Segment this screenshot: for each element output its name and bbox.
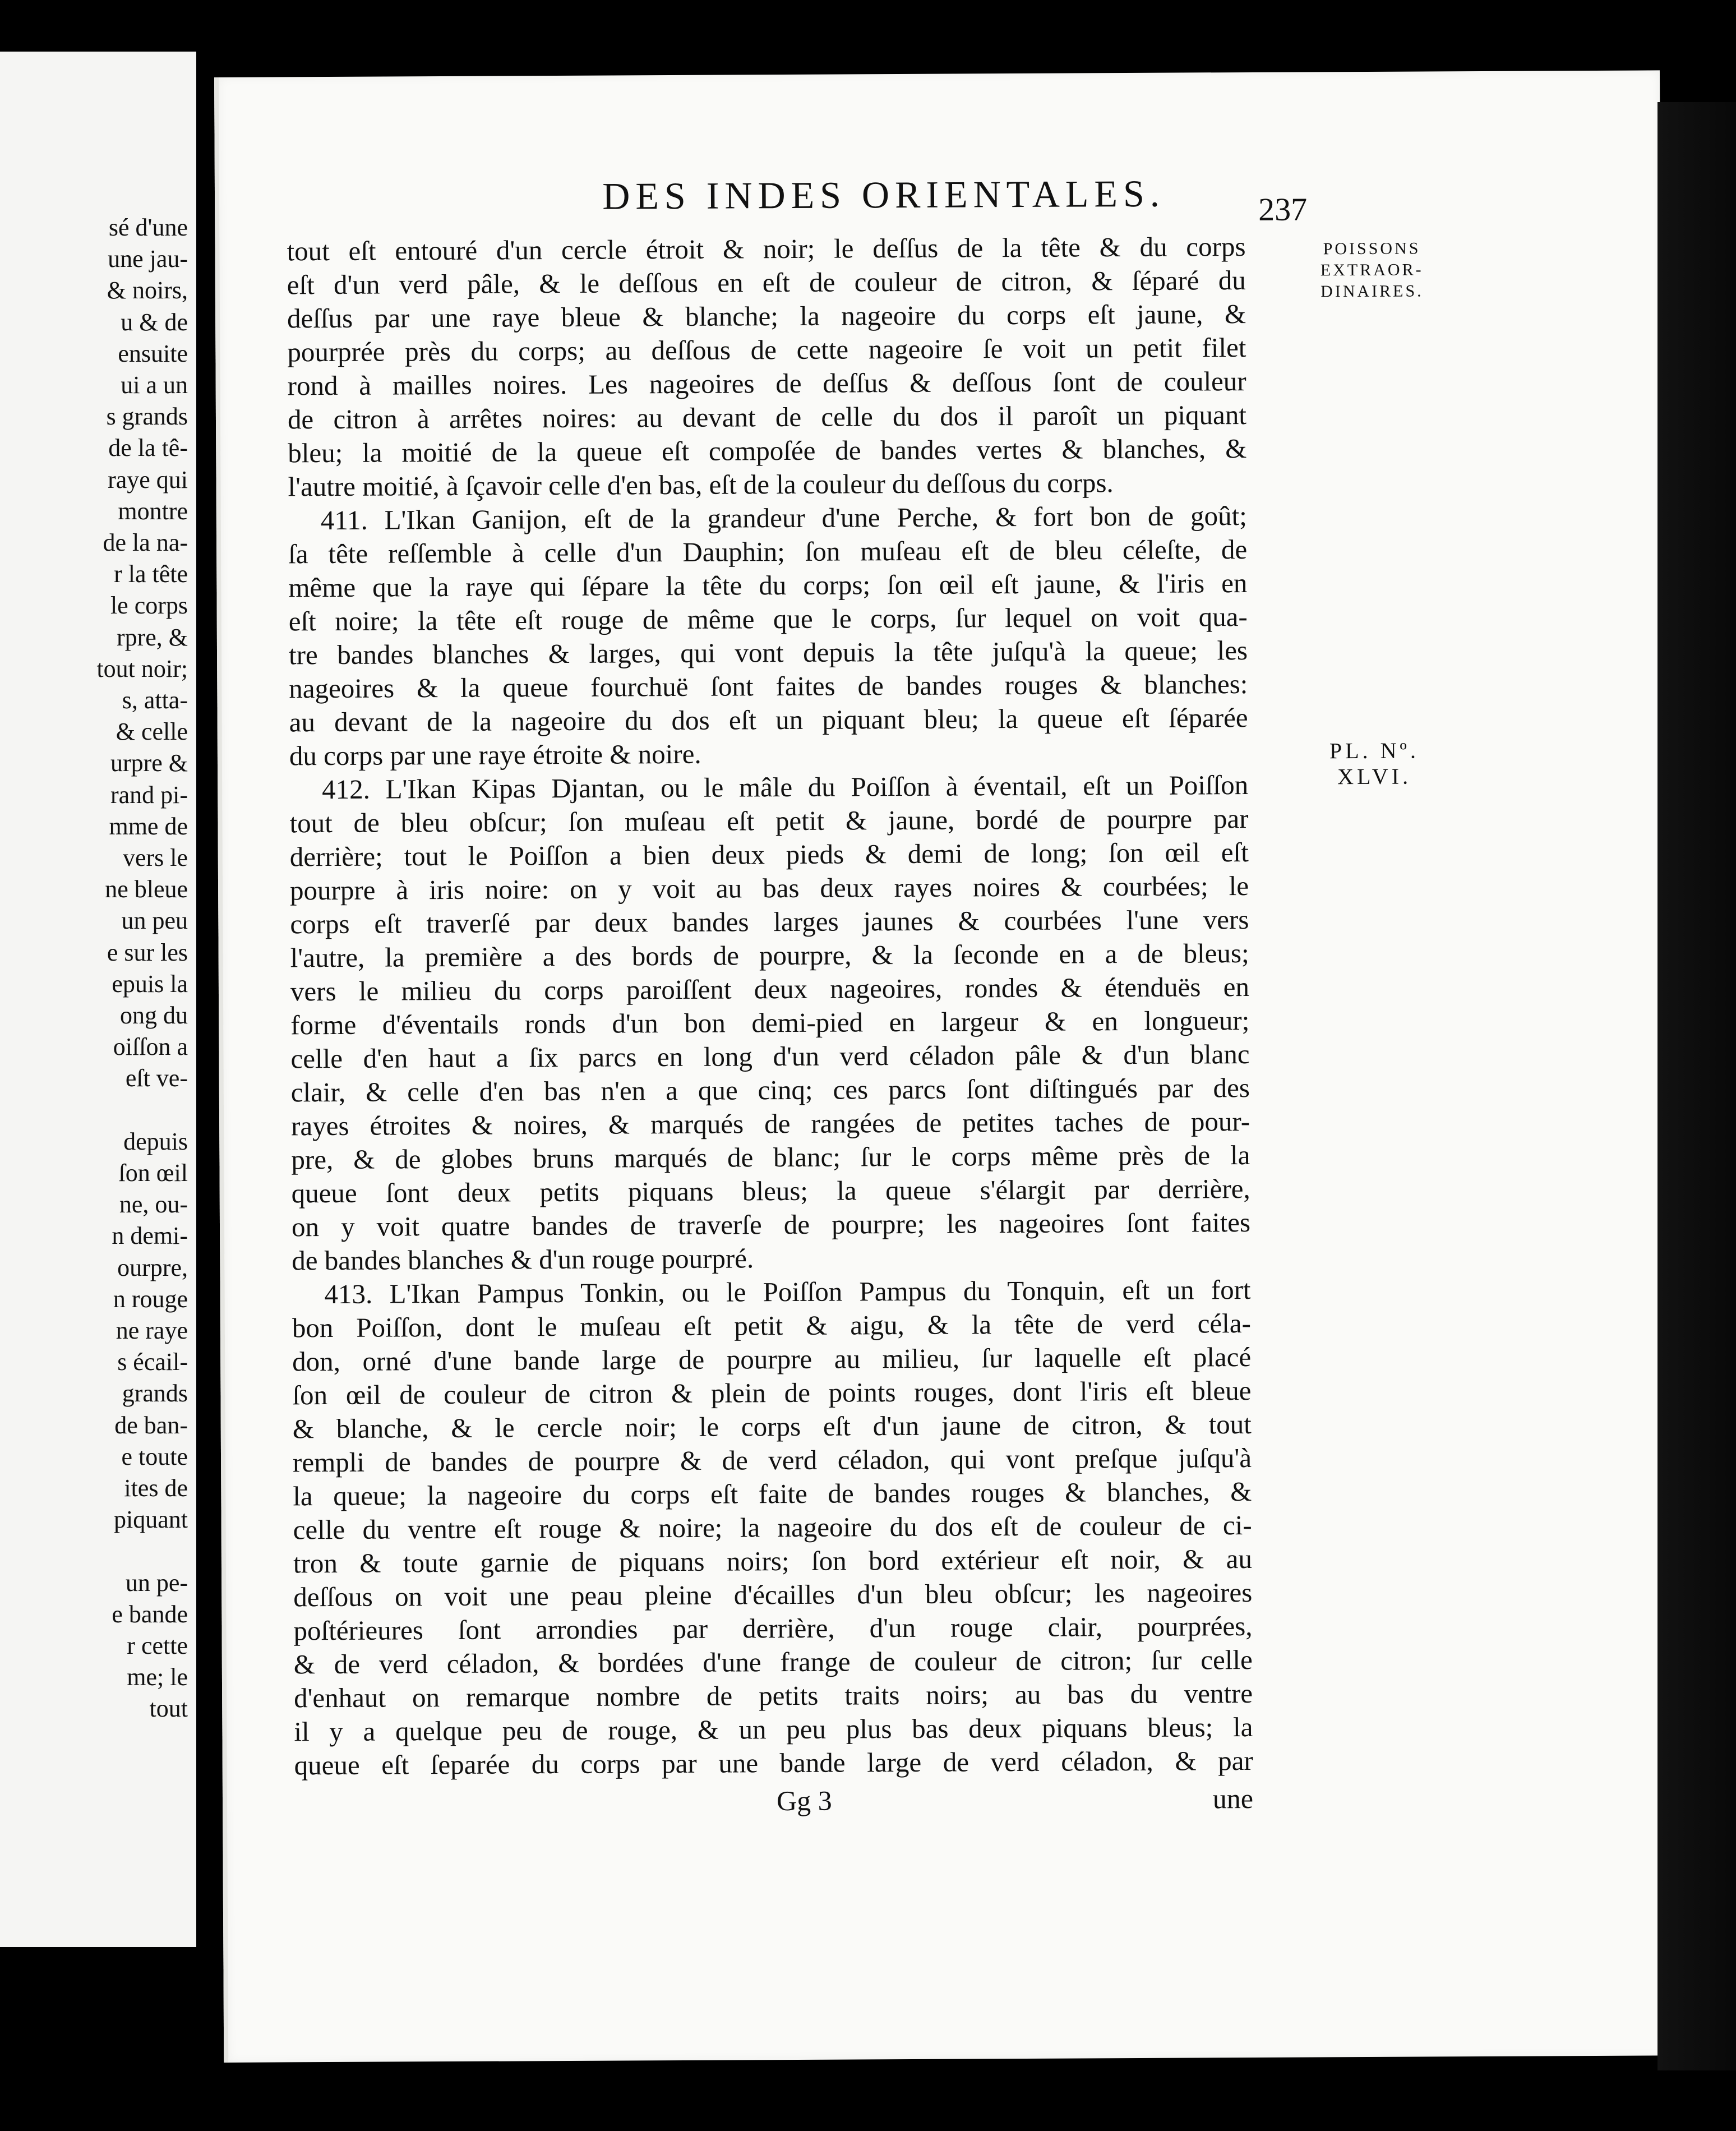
- body-text-line: celle du ventre eſt rouge & noire; la nageoire du dos eſt de couleur de ci-: [293, 1509, 1252, 1546]
- left-page-text-line: ne, ou-: [119, 1191, 188, 1219]
- main-text-block: [287, 230, 1253, 1821]
- left-page-text-line: n rouge: [113, 1285, 188, 1313]
- body-text-line: 412. L'Ikan Kipas Djantan, ou le mâle du Poiſſon à éventail, eſt un Poiſſon: [322, 769, 1249, 805]
- left-page-text-line: me; le: [127, 1663, 188, 1691]
- left-page-text-line: piquant: [114, 1506, 188, 1534]
- catchword: une: [1212, 1782, 1254, 1815]
- body-text-line: poſtérieures ſont arrondies par derrière, d'un rouge clair, pourprées,: [293, 1610, 1253, 1646]
- body-text-line: pourpre à iris noire: on y voit au bas deux rayes noires & courbées; le: [289, 870, 1249, 906]
- body-text-line: corps eſt traverſé par deux bandes larges jaunes & courbées l'une vers: [290, 904, 1249, 940]
- body-text-line: bleu; la moitié de la queue eſt compoſée de bandes vertes & blanches, &: [288, 433, 1247, 469]
- left-page-text-line: sé d'une: [108, 214, 188, 241]
- left-page-text-line: le corps: [110, 592, 188, 620]
- left-page-text-line: rpre, &: [116, 623, 188, 651]
- left-page-text-line: e toute: [121, 1442, 188, 1470]
- body-text-line: rayes étroites & noires, & marqués de rangées de petites taches de pour-: [291, 1105, 1250, 1142]
- left-page-text-line: s écail-: [117, 1348, 188, 1376]
- page-edge: [1657, 102, 1736, 2070]
- body-text-line: clair, & celle d'en bas n'en a que cinq; ces parcs ſont diſtingués par des: [290, 1072, 1250, 1108]
- left-page-text-line: s, atta-: [122, 686, 188, 714]
- body-text-line: tron & toute garnie de piquans noirs; ſon bord extérieur eſt noir, & au: [293, 1543, 1253, 1579]
- left-page-text-line: de la tê-: [108, 434, 188, 462]
- right-page: [214, 70, 1669, 2063]
- left-page-text-line: mme de: [109, 812, 188, 840]
- left-page-text-line: une jau-: [108, 245, 188, 273]
- margin-note-line-3: DINAIRES.: [1321, 282, 1424, 301]
- body-text-line: deſſus par une raye bleue & blanche; la nageoire du corps eſt jaune, &: [287, 298, 1246, 334]
- body-text-line: forme d'éventails ronds d'un bon demi-pied en largeur & en longueur;: [290, 1004, 1250, 1041]
- left-page-text-line: e sur les: [107, 938, 188, 966]
- left-page-text-line: & celle: [116, 718, 188, 746]
- body-text-line: au devant de la nageoire du dos eſt un piquant bleu; la queue eſt ſéparée: [289, 702, 1248, 738]
- left-page-text-line: depuis: [123, 1127, 188, 1155]
- body-text-line: ſa tête reſſemble à celle d'un Dauphin; ſon muſeau eſt de bleu céleſte, de: [288, 534, 1248, 570]
- left-page-text-line: ensuite: [118, 339, 188, 367]
- left-page-text-line: r la tête: [114, 560, 188, 588]
- left-page: [0, 52, 207, 1947]
- page-header: DES INDES ORIENTALES.: [602, 172, 1165, 218]
- gutter-shadow: [196, 0, 209, 2131]
- body-text-line: bon Poiſſon, dont le muſeau eſt petit & aigu, & la tête de verd céla-: [292, 1307, 1252, 1344]
- body-text-line: pourprée près du corps; au deſſous de cette nageoire ſe voit un petit filet: [287, 332, 1246, 368]
- page-footer: [294, 1781, 1253, 1821]
- plate-reference-line-2: XLVI.: [1337, 763, 1412, 790]
- body-text-line: rempli de bandes de pourpre & de verd céladon, qui vont preſque juſqu'à: [292, 1442, 1252, 1478]
- body-text-line: eſt d'un verd pâle, & le deſſous en eſt de couleur de citron, & ſéparé du: [287, 265, 1246, 301]
- body-text-line: du corps par une raye étroite & noire.: [289, 738, 701, 772]
- body-text-line: tout de bleu obſcur; ſon muſeau eſt petit & jaune, bordé de pourpre par: [289, 803, 1249, 839]
- body-text-line: don, orné d'une bande large de pourpre au milieu, ſur laquelle eſt placé: [292, 1341, 1252, 1377]
- left-page-text-line: grands: [122, 1380, 188, 1408]
- body-text-line: on y voit quatre bandes de traverſe de pourpre; les nageoires ſont faites: [291, 1206, 1251, 1243]
- body-text-line: derrière; tout le Poiſſon a bien deux pieds & demi de long; ſon œil eſt: [289, 837, 1249, 873]
- body-text-line: même que la raye qui ſépare la tête du corps; ſon œil eſt jaune, & l'iris en: [288, 568, 1248, 603]
- body-text-line: 411. L'Ikan Ganijon, eſt de la grandeur d'une Perche, & fort bon de goût;: [320, 500, 1247, 536]
- body-text-line: l'autre moitié, à ſçavoir celle d'en bas, eſt de la couleur du deſſous du corps.: [288, 467, 1114, 502]
- body-text-line: queue ſont deux petits piquans bleus; la queue s'élargit par derrière,: [291, 1173, 1250, 1209]
- plate-reference-line-1: PL. Nº.: [1329, 737, 1419, 764]
- left-page-text-line: e bande: [112, 1600, 188, 1628]
- left-page-text-line: un pe-: [125, 1569, 188, 1597]
- left-page-text-line: de la na-: [103, 529, 188, 556]
- body-text-line: l'autre, la première a des bords de pourpre, & la ſeconde en a de bleus;: [290, 937, 1249, 974]
- body-text-line: tout eſt entouré d'un cercle étroit & noir; le deſſus de la tête & du corps: [287, 231, 1246, 267]
- left-page-text-line: de ban-: [114, 1411, 188, 1439]
- body-text-line: de bandes blanches & d'un rouge pourpré.: [292, 1243, 754, 1276]
- left-page-text-line: raye qui: [108, 465, 188, 493]
- left-page-text-line: r cette: [127, 1632, 188, 1659]
- body-text-line: nageoires & la queue fourchuë ſont faites de bandes rouges & blanches:: [289, 668, 1248, 704]
- margin-note-line-1: POISSONS: [1323, 239, 1421, 259]
- left-page-text-line: u & de: [121, 308, 188, 336]
- page-number: 237: [1258, 191, 1308, 228]
- left-page-text-line: n demi-: [112, 1222, 188, 1250]
- left-page-text-line: un peu: [121, 907, 188, 935]
- body-text-line: tre bandes blanches & larges, qui vont depuis la tête juſqu'à la queue; les: [288, 635, 1248, 671]
- left-page-text-line: s grands: [106, 403, 188, 431]
- left-page-text-line: ui a un: [121, 371, 188, 399]
- body-text-line: la queue; la nageoire du corps eſt faite de bandes rouges & blanches, &: [293, 1475, 1252, 1512]
- body-text-line: & de verd céladon, & bordées d'une frange de couleur de citron; ſur celle: [293, 1644, 1253, 1680]
- body-text-line: deſſous on voit une peau pleine d'écailles d'un bleu obſcur; les nageoires: [293, 1576, 1253, 1613]
- body-text-line: de citron à arrêtes noires: au devant de celle du dos il paroît un piquant: [287, 399, 1247, 435]
- body-text-line: 413. L'Ikan Pampus Tonkin, ou le Poiſſon Pampus du Tonquin, eſt un fort: [324, 1274, 1251, 1310]
- body-text-line: & blanche, & le cercle noir; le corps eſt d'un jaune de citron, & tout: [292, 1408, 1252, 1445]
- left-page-text-line: oiſſon a: [113, 1033, 188, 1061]
- left-page-text-line: ne bleue: [105, 875, 188, 903]
- body-text-line: ſon œil de couleur de citron & plein de points rouges, dont l'iris eſt bleue: [292, 1374, 1252, 1411]
- left-page-text-line: epuis la: [112, 970, 188, 998]
- body-text-line: pre, & de globes bruns marqués de blanc; ſur le corps même près de la: [291, 1139, 1250, 1175]
- left-page-text-line: ites de: [124, 1474, 188, 1502]
- left-page-text-line: montre: [118, 497, 188, 525]
- body-text-line: d'enhaut on remarque nombre de petits traits noirs; au bas du ventre: [293, 1677, 1253, 1714]
- body-text-line: queue eſt ſeparée du corps par une bande large de verd céladon, & par: [294, 1745, 1253, 1781]
- left-page-text-line: urpre &: [110, 749, 188, 777]
- left-page-text-line: ſon œil: [118, 1159, 188, 1187]
- left-page-text-line: eſt ve-: [125, 1064, 188, 1092]
- signature-mark: Gg 3: [776, 1784, 832, 1817]
- body-text-line: vers le milieu du corps paroiſſent deux nageoires, rondes & étenduës en: [290, 971, 1250, 1007]
- left-page-text-line: ong du: [120, 1002, 188, 1029]
- margin-note-line-2: EXTRAOR-: [1320, 260, 1424, 280]
- body-text-line: celle d'en haut a ſix parcs en long d'un verd céladon pâle & d'un blanc: [290, 1038, 1250, 1074]
- left-page-text-line: tout noir;: [96, 654, 188, 682]
- left-page-text-line: ne raye: [116, 1317, 188, 1344]
- left-page-text-line: vers le: [122, 844, 188, 871]
- body-text-line: il y a quelque peu de rouge, & un peu plus bas deux piquans bleus; la: [294, 1711, 1253, 1747]
- body-text-line: rond à mailles noires. Les nageoires de deſſus & deſſous ſont de couleur: [287, 366, 1246, 402]
- body-text-line: eſt noire; la tête eſt rouge de même que le corps, ſur lequel on voit qua-: [288, 601, 1248, 637]
- left-page-text-line: ourpre,: [117, 1253, 188, 1281]
- left-page-text-line: & noirs,: [107, 276, 188, 305]
- left-page-text-line: rand pi-: [110, 781, 188, 809]
- left-page-text-line: tout: [149, 1695, 188, 1723]
